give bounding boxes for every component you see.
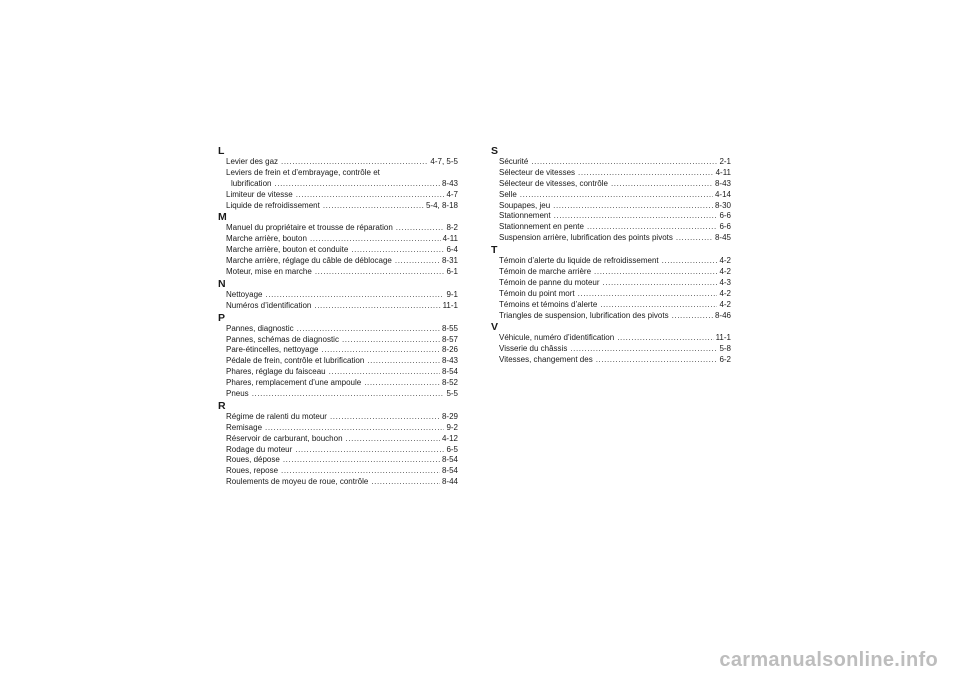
dot-leader (617, 333, 713, 344)
entry-page-ref: 8-29 (441, 411, 458, 421)
entry-page-ref: 6-1 (446, 267, 458, 277)
index-entry (499, 179, 731, 190)
entry-label: Stationnement en pente (499, 222, 584, 232)
dot-leader (252, 389, 445, 400)
section-letter: N (218, 277, 226, 290)
entry-page-ref: 9-1 (446, 289, 458, 299)
dot-leader (594, 267, 717, 278)
index-section (218, 145, 458, 211)
index-entry (226, 345, 458, 356)
index-entry (226, 434, 458, 445)
index-entry (226, 466, 458, 477)
index-entry (226, 245, 458, 256)
dot-leader (520, 190, 713, 201)
entry-page-ref: 4-12 (441, 433, 458, 443)
entry-label: Selle (499, 189, 517, 199)
dot-leader (330, 412, 440, 423)
dot-leader (323, 201, 424, 212)
dot-leader (314, 301, 440, 312)
entry-page-ref: 8-44 (441, 477, 458, 487)
dot-leader (296, 190, 445, 201)
entry-label: Pannes, diagnostic (226, 323, 294, 333)
dot-leader (283, 455, 440, 466)
entry-label: Réservoir de carburant, bouchon (226, 433, 343, 443)
dot-leader (351, 245, 444, 256)
entry-page-ref: 4-11 (715, 167, 731, 177)
entry-label: Roues, repose (226, 466, 279, 476)
entry-page-ref: 8-30 (714, 200, 731, 210)
index-entry (499, 311, 731, 322)
dot-leader (570, 344, 717, 355)
index-entry (226, 324, 458, 335)
entry-page-ref: 6-6 (719, 211, 731, 221)
entry-label: Stationnement (499, 211, 551, 221)
entry-label: Roulements de moyeu de roue, contrôle (226, 477, 369, 487)
entry-label: Sélecteur de vitesses, contrôle (499, 178, 608, 188)
index-entry (499, 289, 731, 300)
index-entry (226, 201, 458, 212)
dot-leader (346, 434, 440, 445)
entry-page-ref: 8-31 (441, 256, 458, 266)
entry-label: Triangles de suspension, lubrification des pivots (499, 310, 669, 320)
entry-label: Marche arrière, bouton (226, 234, 307, 244)
section-letter: L (218, 145, 225, 157)
entry-label: Témoin d’alerte du liquide de refroidissement (499, 256, 659, 266)
dot-leader (600, 300, 717, 311)
entry-page-ref: 9-2 (446, 422, 458, 432)
index-section (218, 400, 458, 488)
dot-leader (371, 477, 440, 488)
entry-label: Soupapes, jeu (499, 200, 551, 210)
entry-page-ref: 8-55 (441, 323, 458, 333)
index-entry (226, 378, 458, 389)
dot-leader (396, 223, 445, 234)
entry-label: Moteur, mise en marche (226, 267, 312, 277)
entry-page-ref: 4-11 (442, 234, 458, 244)
index-entry (226, 223, 458, 234)
entry-page-ref: 8-43 (441, 356, 458, 366)
entry-label: Levier des gaz (226, 157, 279, 166)
dot-leader (315, 267, 445, 278)
entry-label: Sécurité (499, 157, 529, 166)
index-entry (226, 267, 458, 278)
dot-leader (395, 256, 440, 267)
index-entry (226, 455, 458, 466)
section-letter: T (491, 244, 498, 257)
section-letter: V (491, 321, 499, 334)
dot-leader (578, 168, 714, 179)
entry-page-ref: 4-2 (719, 288, 731, 298)
entry-page-ref: 5-5 (446, 389, 458, 399)
entry-label: Vitesses, changement des (499, 355, 593, 365)
index-entry (226, 423, 458, 434)
entry-label: Marche arrière, bouton et conduite (226, 245, 349, 255)
entry-page-ref: 5-4, 8-18 (425, 200, 458, 210)
entry-page-ref: 4-7, 5-5 (430, 157, 458, 166)
entry-label: Sélecteur de vitesses (499, 167, 576, 177)
dot-leader (553, 201, 713, 212)
index-entry (226, 234, 458, 245)
entry-label: Numéros d’identification (226, 300, 312, 310)
dot-leader (295, 445, 444, 456)
index-entry (226, 477, 458, 488)
dot-leader (310, 234, 441, 245)
index-entry (226, 290, 458, 301)
dot-leader (676, 233, 713, 244)
index-section (218, 312, 458, 400)
entry-page-ref: 11-1 (715, 333, 731, 343)
entry-label: Pneus (226, 389, 249, 399)
entry-page-ref: 8-52 (441, 378, 458, 388)
entry-label: Roues, dépose (226, 455, 280, 465)
entry-page-ref: 8-45 (714, 233, 731, 243)
entry-label: Visserie du châssis (499, 344, 568, 354)
index-entry (499, 233, 731, 244)
entry-label: Pédale de frein, contrôle et lubrification (226, 356, 365, 366)
index-entry (499, 267, 731, 278)
entry-page-ref: 4-3 (719, 277, 731, 287)
index-entry (226, 157, 458, 168)
dot-leader (342, 335, 440, 346)
entry-label: Manuel du propriétaire et trousse de réparation (226, 223, 393, 233)
index-section (218, 278, 458, 312)
index-section (491, 321, 731, 366)
dot-leader (367, 356, 440, 367)
entry-page-ref: 6-4 (446, 245, 458, 255)
section-letter: S (491, 145, 499, 157)
entry-page-ref: 8-43 (714, 178, 731, 188)
index-entry (226, 335, 458, 346)
index-section (218, 211, 458, 277)
index-column-right (491, 145, 731, 366)
index-entry (499, 333, 731, 344)
dot-leader (322, 345, 440, 356)
index-entry (231, 179, 458, 190)
entry-page-ref: 4-2 (719, 299, 731, 309)
index-entry (226, 190, 458, 201)
entry-label: lubrification (231, 178, 272, 188)
entry-label: Remisage (226, 422, 263, 432)
entry-label: Nettoyage (226, 289, 263, 299)
dot-leader (531, 157, 717, 168)
dot-leader (297, 324, 440, 335)
entry-page-ref: 4-2 (719, 267, 731, 277)
entry-page-ref: 8-2 (446, 223, 458, 233)
entry-page-ref: 8-57 (441, 334, 458, 344)
entry-label: Témoin de panne du moteur (499, 277, 600, 287)
entry-label: Pare-étincelles, nettoyage (226, 345, 319, 355)
watermark: carmanualsonline.info (719, 649, 938, 671)
index-entry (226, 389, 458, 400)
entry-page-ref: 4-7 (446, 189, 458, 199)
index-entry (499, 211, 731, 222)
entry-label: Suspension arrière, lubrification des points pivots (499, 233, 673, 243)
entry-label: Témoin de marche arrière (499, 267, 592, 277)
entry-page-ref: 8-43 (441, 178, 458, 188)
index-entry (499, 256, 731, 267)
index-entry (226, 445, 458, 456)
entry-label: Phares, réglage du faisceau (226, 367, 326, 377)
index-entry (499, 222, 731, 233)
entry-page-ref: 8-26 (441, 345, 458, 355)
entry-page-ref: 8-54 (441, 466, 458, 476)
entry-label: Témoins et témoins d’alerte (499, 299, 598, 309)
index-entry (226, 256, 458, 267)
dot-leader (554, 211, 718, 222)
entry-label: Leviers de frein et d’embrayage, contrôle et (226, 167, 380, 177)
entry-page-ref: 2-1 (719, 157, 731, 166)
entry-page-ref: 11-1 (442, 300, 458, 310)
entry-label: Régime de ralenti du moteur (226, 411, 327, 421)
entry-page-ref: 8-46 (714, 310, 731, 320)
entry-page-ref: 6-2 (719, 355, 731, 365)
dot-leader (596, 355, 718, 366)
dot-leader (587, 222, 717, 233)
entry-label: Liquide de refroidissement (226, 200, 320, 210)
dot-leader (274, 179, 440, 190)
index-entry (226, 301, 458, 312)
entry-label: Phares, remplacement d’une ampoule (226, 378, 362, 388)
dot-leader (329, 367, 440, 378)
dot-leader (281, 157, 428, 168)
index-entry (499, 190, 731, 201)
entry-label: Rodage du moteur (226, 444, 293, 454)
entry-label: Marche arrière, réglage du câble de déblocage (226, 256, 392, 266)
entry-label: Véhicule, numéro d’identification (499, 333, 615, 343)
index-entry (499, 157, 731, 168)
section-letter: P (218, 311, 226, 324)
index-entry (226, 367, 458, 378)
index-entry (499, 278, 731, 289)
entry-page-ref: 8-54 (441, 367, 458, 377)
entry-page-ref: 8-54 (441, 455, 458, 465)
dot-leader (662, 256, 718, 267)
dot-leader (603, 278, 718, 289)
section-letter: R (218, 399, 226, 412)
entry-page-ref: 6-6 (719, 222, 731, 232)
dot-leader (265, 290, 444, 301)
dot-leader (265, 423, 444, 434)
entry-page-ref: 4-14 (714, 189, 731, 199)
index-section (491, 244, 731, 321)
index-entry (499, 201, 731, 212)
dot-leader (281, 466, 440, 477)
index-entry (226, 356, 458, 367)
index-column-left (218, 145, 458, 488)
dot-leader (364, 378, 440, 389)
index-entry (226, 168, 458, 179)
index-entry (226, 412, 458, 423)
index-entry (499, 355, 731, 366)
dot-leader (611, 179, 713, 190)
index-entry (499, 300, 731, 311)
index-section (491, 145, 731, 244)
section-letter: M (218, 211, 227, 224)
index-entry (499, 168, 731, 179)
index-entry (499, 344, 731, 355)
entry-page-ref: 5-8 (719, 344, 731, 354)
entry-label: Témoin du point mort (499, 288, 575, 298)
entry-page-ref: 6-5 (446, 444, 458, 454)
dot-leader (672, 311, 713, 322)
entry-page-ref: 4-2 (719, 256, 731, 266)
dot-leader (578, 289, 718, 300)
entry-label: Pannes, schémas de diagnostic (226, 334, 339, 344)
entry-label: Limiteur de vitesse (226, 189, 293, 199)
